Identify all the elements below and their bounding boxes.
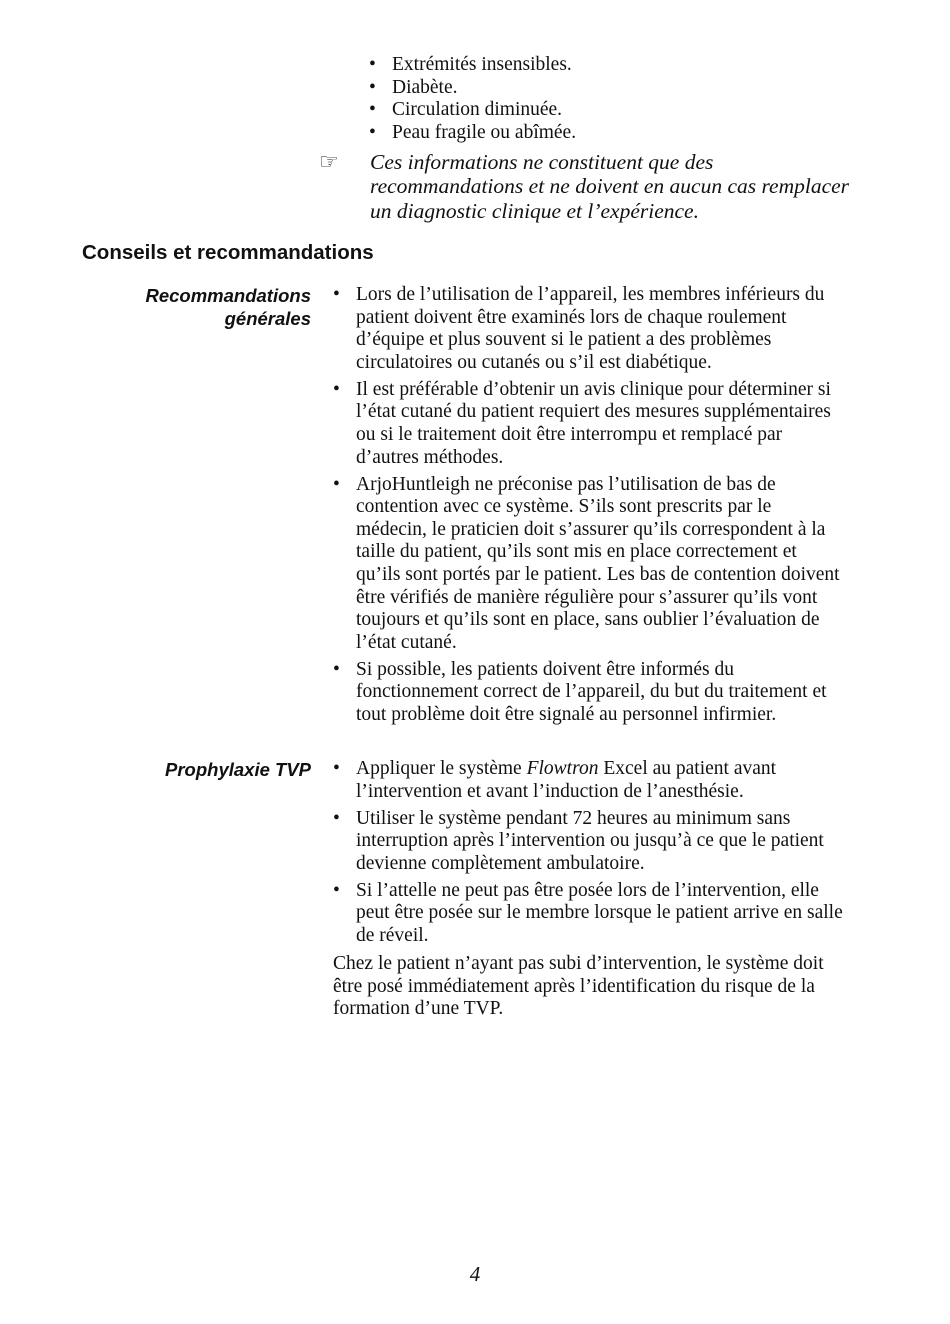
list-item: • Si possible, les patients doivent être informés du fonctionnement correct de l’appareil, du but du traitement et tout problème doit être signalé au personnel infirmier. — [333, 659, 843, 727]
item-text: Excel au patient avant l’intervention et avant l’induction de l’anesthésie. — [356, 758, 777, 802]
list-item: • ArjoHuntleigh ne préconise pas l’utilisation de bas de contention avec ce système. S’ils sont prescrits par le médecin, le praticien doit s’assurer qu’ils correspondent à la taille du patient, qu’ils sont mis en place correctement et qu’ils sont portés par le patient. Les bas de contention doivent être vérifiés de manière régulière pour s’assurer qu’ils vont toujours et qu’ils sont en place, sans oublier l’évaluation de l’état cutané. — [333, 474, 843, 655]
list-item: • Lors de l’utilisation de l’appareil, les membres inférieurs du patient doivent être examinés lors de chaque roulement d’équipe et plus souvent si le patient a des problèmes circulatoires ou cutanés ou s’il est diabétique. — [333, 284, 843, 374]
list-item — [333, 758, 843, 803]
general-recommendations — [333, 284, 843, 731]
tvp-prophylaxis-label: Prophylaxie TVP — [165, 759, 311, 780]
list-item: • Extrémités insensibles. — [369, 54, 576, 77]
note-block — [319, 150, 859, 223]
list-item: • Circulation diminuée. — [369, 99, 576, 122]
list-item: • Utiliser le système pendant 72 heures au minimum sans interruption après l’intervention ou jusqu’à ce que le patient devienne complètement ambulatoire. — [333, 808, 843, 876]
general-recommendations-label: Recommandations générales — [145, 285, 311, 329]
list-item: • Diabète. — [369, 77, 576, 100]
section-heading: Conseils et recommandations — [82, 241, 374, 264]
note-text: Ces informations ne constituent que des recommandations et ne doivent en aucun cas remplacer un diagnostic clinique et l’expérience. — [370, 150, 850, 223]
top-bullet-list — [369, 54, 576, 144]
pointing-hand-icon: ☞ — [319, 150, 339, 175]
list-item: • Il est préférable d’obtenir un avis clinique pour déterminer si l’état cutané du patient requiert des mesures supplémentaires ou si le traitement doit être interrompu et remplacé par d’autres méthodes. — [333, 379, 843, 469]
product-name: Flowtron — [526, 758, 599, 779]
tvp-prophylaxis — [333, 758, 843, 952]
list-item: • Peau fragile ou abîmée. — [369, 122, 576, 145]
item-text: Appliquer le système — [356, 758, 527, 779]
page-number: 4 — [469, 1262, 481, 1286]
list-item: • Si l’attelle ne peut pas être posée lors de l’intervention, elle peut être posée sur le membre lorsque le patient arrive en salle de réveil. — [333, 880, 843, 948]
tvp-paragraph: Chez le patient n’ayant pas subi d’intervention, le système doit être posé immédiatement après l’identification du risque de la formation d’une TVP. — [333, 953, 824, 1020]
